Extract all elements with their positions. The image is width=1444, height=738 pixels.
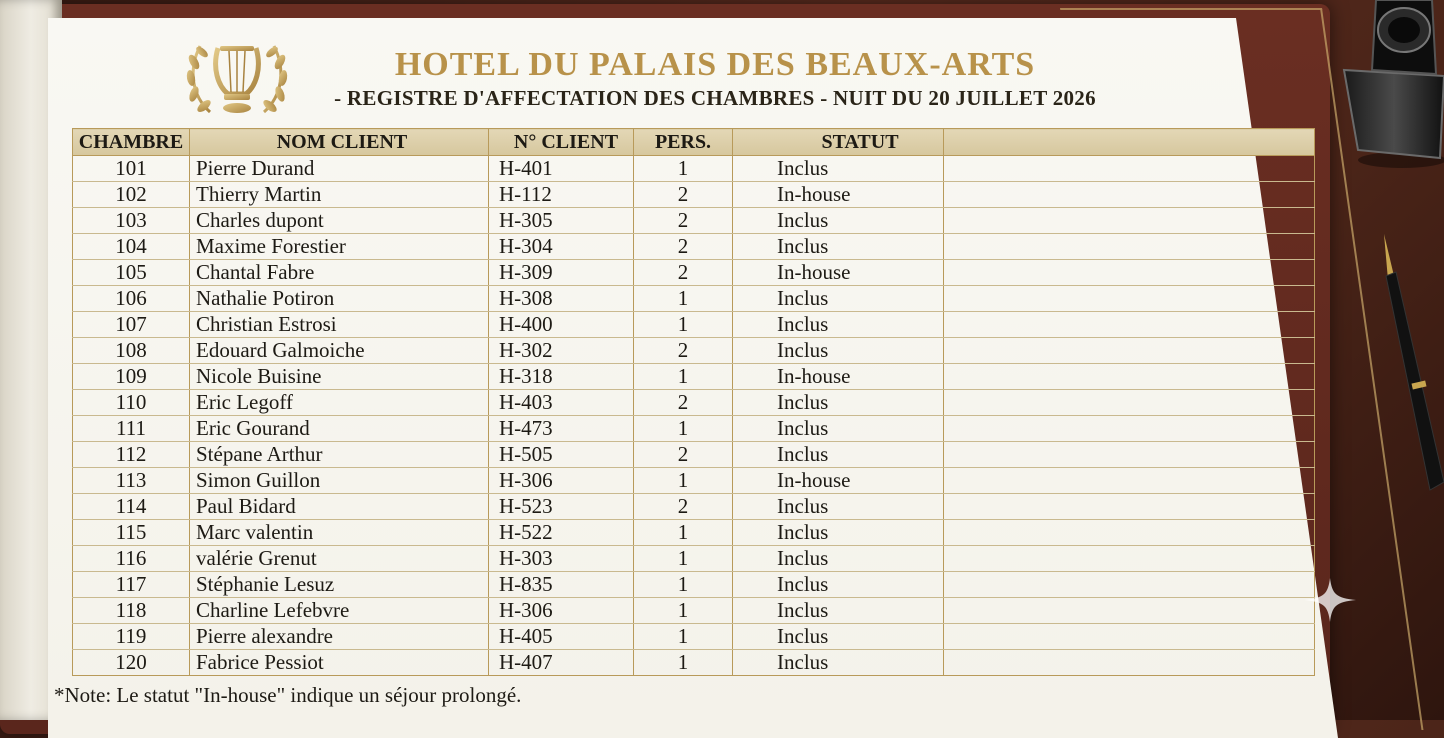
cell-room: 109 [73,364,190,390]
register-subtitle: - REGISTRE D'AFFECTATION DES CHAMBRES - NUIT DU 20 JUILLET 2026 [334,86,1096,110]
cell-client-id: H-505 [489,442,634,468]
cell-client-name: Pierre alexandre [190,624,489,650]
cell-client-name: Marc valentin [190,520,489,546]
cell-client-id: H-835 [489,572,634,598]
table-row [73,286,1315,312]
cell-persons: 1 [634,156,733,182]
cell-client-name: Fabrice Pessiot [190,650,489,676]
cell-client-id: H-523 [489,494,634,520]
cell-client-id: H-473 [489,416,634,442]
table-row [73,208,1315,234]
table-row [73,338,1315,364]
lyre-laurel-icon [182,34,292,122]
cell-persons: 2 [634,182,733,208]
cell-blank [944,312,1315,338]
cell-blank [944,156,1315,182]
cell-room: 102 [73,182,190,208]
column-header-room: CHAMBRE [73,129,190,156]
cell-client-id: H-303 [489,546,634,572]
cell-persons: 1 [634,286,733,312]
cell-status: In-house [733,468,944,494]
cell-client-name: Nicole Buisine [190,364,489,390]
cell-blank [944,520,1315,546]
cell-client-id: H-112 [489,182,634,208]
cell-status: Inclus [733,338,944,364]
cell-blank [944,364,1315,390]
cell-status: Inclus [733,546,944,572]
cell-client-id: H-306 [489,468,634,494]
cell-status: Inclus [733,156,944,182]
cell-client-name: Charles dupont [190,208,489,234]
cell-status: Inclus [733,598,944,624]
cell-blank [944,260,1315,286]
cell-status: Inclus [733,234,944,260]
table-row [73,442,1315,468]
cell-client-name: valérie Grenut [190,546,489,572]
cell-persons: 2 [634,208,733,234]
cell-room: 113 [73,468,190,494]
cell-client-name: Edouard Galmoiche [190,338,489,364]
cell-blank [944,182,1315,208]
sparkle-icon [1302,576,1358,624]
cell-blank [944,338,1315,364]
cell-status: Inclus [733,650,944,676]
table-row [73,572,1315,598]
table-row [73,598,1315,624]
table-row [73,624,1315,650]
cell-blank [944,234,1315,260]
cell-status: Inclus [733,572,944,598]
cell-client-id: H-401 [489,156,634,182]
cell-persons: 1 [634,468,733,494]
cell-blank [944,624,1315,650]
cell-persons: 1 [634,364,733,390]
table-row [73,260,1315,286]
cell-room: 111 [73,416,190,442]
cell-room: 106 [73,286,190,312]
cell-client-id: H-407 [489,650,634,676]
table-row [73,416,1315,442]
cell-client-id: H-522 [489,520,634,546]
cell-status: In-house [733,260,944,286]
cell-blank [944,572,1315,598]
fountain-pen-icon [1374,232,1444,492]
cell-status: Inclus [733,390,944,416]
cell-persons: 1 [634,624,733,650]
table-row [73,364,1315,390]
cell-status: In-house [733,182,944,208]
cell-client-name: Nathalie Potiron [190,286,489,312]
table-row [73,390,1315,416]
cell-room: 104 [73,234,190,260]
cell-client-name: Thierry Martin [190,182,489,208]
cell-room: 107 [73,312,190,338]
cell-persons: 2 [634,338,733,364]
cell-room: 116 [73,546,190,572]
cell-persons: 1 [634,520,733,546]
cell-client-name: Maxime Forestier [190,234,489,260]
cell-client-id: H-305 [489,208,634,234]
cell-room: 115 [73,520,190,546]
cell-status: Inclus [733,416,944,442]
cell-blank [944,442,1315,468]
cell-status: Inclus [733,286,944,312]
cell-blank [944,208,1315,234]
cell-status: Inclus [733,208,944,234]
cell-status: Inclus [733,442,944,468]
table-row [73,520,1315,546]
cell-room: 117 [73,572,190,598]
cell-client-id: H-400 [489,312,634,338]
cell-status: Inclus [733,494,944,520]
cell-status: Inclus [733,624,944,650]
cell-client-id: H-309 [489,260,634,286]
table-row [73,312,1315,338]
cell-blank [944,598,1315,624]
cell-persons: 2 [634,442,733,468]
room-register-table [72,128,1315,676]
cell-room: 119 [73,624,190,650]
column-header-client-id: N° CLIENT [489,129,634,156]
cell-room: 103 [73,208,190,234]
column-header-status: STATUT [733,129,944,156]
cell-room: 110 [73,390,190,416]
cell-persons: 1 [634,416,733,442]
cell-room: 105 [73,260,190,286]
cell-status: In-house [733,364,944,390]
cell-persons: 1 [634,572,733,598]
cell-client-name: Chantal Fabre [190,260,489,286]
table-row [73,182,1315,208]
cell-client-name: Christian Estrosi [190,312,489,338]
cell-room: 108 [73,338,190,364]
cell-client-name: Eric Legoff [190,390,489,416]
cell-client-id: H-302 [489,338,634,364]
cell-persons: 2 [634,260,733,286]
cell-persons: 1 [634,546,733,572]
hotel-title: HOTEL DU PALAIS DES BEAUX-ARTS [394,46,1036,83]
cell-persons: 1 [634,312,733,338]
cell-blank [944,468,1315,494]
cell-client-id: H-306 [489,598,634,624]
cell-client-name: Simon Guillon [190,468,489,494]
cell-persons: 2 [634,494,733,520]
table-header-row [73,129,1315,156]
table-row [73,494,1315,520]
cell-persons: 1 [634,598,733,624]
cell-client-name: Paul Bidard [190,494,489,520]
cell-room: 120 [73,650,190,676]
cell-status: Inclus [733,520,944,546]
cell-client-name: Pierre Durand [190,156,489,182]
cell-blank [944,650,1315,676]
cell-persons: 2 [634,390,733,416]
cell-blank [944,494,1315,520]
status-note: *Note: Le statut "In-house" indique un séjour prolongé. [54,683,522,707]
cell-persons: 1 [634,650,733,676]
cell-client-name: Stépane Arthur [190,442,489,468]
cell-client-name: Stéphanie Lesuz [190,572,489,598]
cell-client-id: H-405 [489,624,634,650]
table-row [73,234,1315,260]
table-row [73,650,1315,676]
table-row [73,156,1315,182]
column-header-name: NOM CLIENT [190,129,489,156]
column-header-persons: PERS. [634,129,733,156]
column-header-blank [944,129,1315,156]
cell-room: 101 [73,156,190,182]
table-row [73,546,1315,572]
cell-client-name: Eric Gourand [190,416,489,442]
cell-room: 118 [73,598,190,624]
cell-blank [944,390,1315,416]
cell-client-name: Charline Lefebvre [190,598,489,624]
ink-bottle-icon [1336,0,1444,170]
cell-client-id: H-304 [489,234,634,260]
cell-client-id: H-308 [489,286,634,312]
cell-blank [944,286,1315,312]
cell-blank [944,546,1315,572]
cell-blank [944,416,1315,442]
cell-client-id: H-318 [489,364,634,390]
cell-room: 114 [73,494,190,520]
cell-status: Inclus [733,312,944,338]
cell-client-id: H-403 [489,390,634,416]
cell-room: 112 [73,442,190,468]
cell-persons: 2 [634,234,733,260]
table-row [73,468,1315,494]
